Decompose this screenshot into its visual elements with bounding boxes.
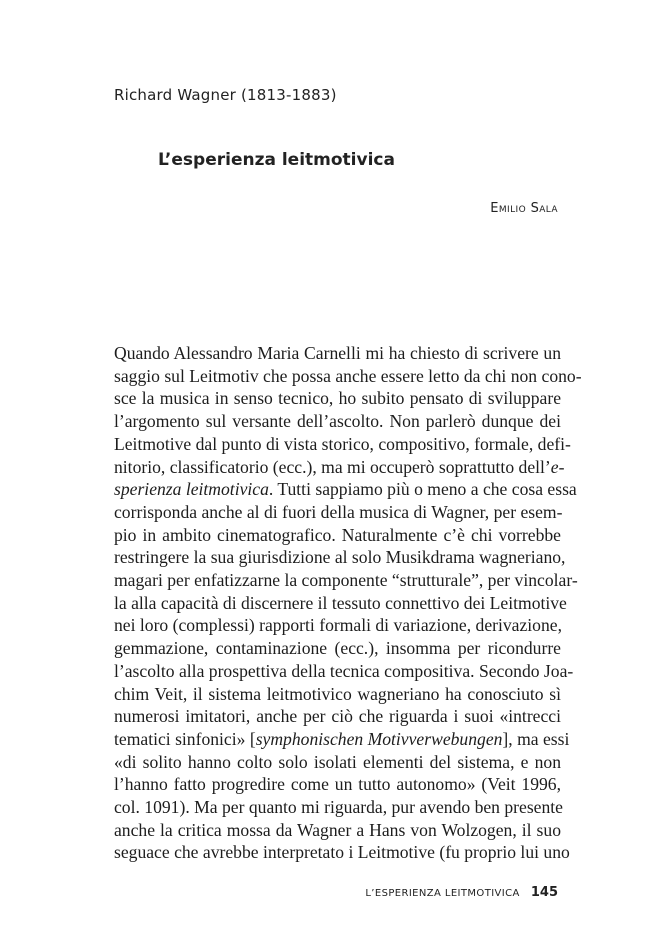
author-name: Emilio Sala [490,201,558,216]
text-line: sperienza leitmotivica. Tutti sappiamo più o meno a che cosa essa [114,479,577,500]
italic-text: sperienza leitmotivica [114,479,269,500]
text-line: col. 1091). Ma per quanto mi riguarda, pur avendo ben presente [114,797,563,818]
text-line: numerosi imitatori, anche per ciò che riguarda i suoi «intrecci [114,706,561,727]
text-line: saggio sul Leitmotiv che possa anche essere letto da chi non cono- [114,365,582,386]
text-line: seguace che avrebbe interpretato i Leitmotive (fu proprio lui uno [114,842,570,863]
text-line: gemmazione, contaminazione (ecc.), insomma per ricondurre [114,638,561,659]
page-footer [365,881,558,900]
text-line: anche la critica mossa da Wagner a Hans von Wolzogen, il suo [114,819,561,840]
text-line: corrisponda anche al di fuori della musica di Wagner, per esem- [114,501,563,522]
text-line: chim Veit, il sistema leitmotivico wagneriano ha conosciuto sì [114,683,561,704]
text-line: restringere la sua giurisdizione al solo Musikdrama wagneriano, [114,547,566,568]
text-line: tematici sinfonici» [symphonischen Motivverwebungen], ma essi [114,728,570,749]
text-line: l’hanno fatto progredire come un tutto autonomo» (Veit 1996, [114,774,561,795]
italic-text: e- [550,456,565,477]
text-line: l’ascolto alla prospettiva della tecnica compositiva. Secondo Joa- [114,660,574,681]
page-number: 145 [530,885,558,900]
text-line: «di solito hanno colto solo isolati elementi del sistema, e non [114,751,561,772]
text-line: sce la musica in senso tecnico, ho subito pensato di sviluppare [114,388,561,409]
body-paragraph [114,342,582,864]
text-line: magari per enfatizzarne la componente “strutturale”, per vincolar- [114,570,578,591]
text-line: nei loro (complessi) rapporti formali di variazione, derivazione, [114,615,562,636]
text-line: Quando Alessandro Maria Carnelli mi ha chiesto di scrivere un [114,343,561,363]
text-line: nitorio, classificatorio (ecc.), ma mi occuperò soprattutto dell’e- [114,456,565,477]
italic-text: symphonischen Motivverwebungen [255,728,503,749]
footer-title: L’ESPERIENZA LEITMOTIVICA [365,888,520,899]
text-line: la alla capacità di discernere il tessuto connettivo dei Leitmotive [114,592,567,613]
text-line: Leitmotive dal punto di vista storico, compositivo, formale, defi- [114,433,571,454]
text-line: l’argomento sul versante dell’ascolto. Non parlerò dunque dei [114,411,561,432]
chapter-title: L’esperienza leitmotivica [158,150,395,170]
running-head: Richard Wagner (1813-1883) [114,86,337,104]
text-line: pio in ambito cinematografico. Naturalmente c’è chi vorrebbe [114,524,561,545]
